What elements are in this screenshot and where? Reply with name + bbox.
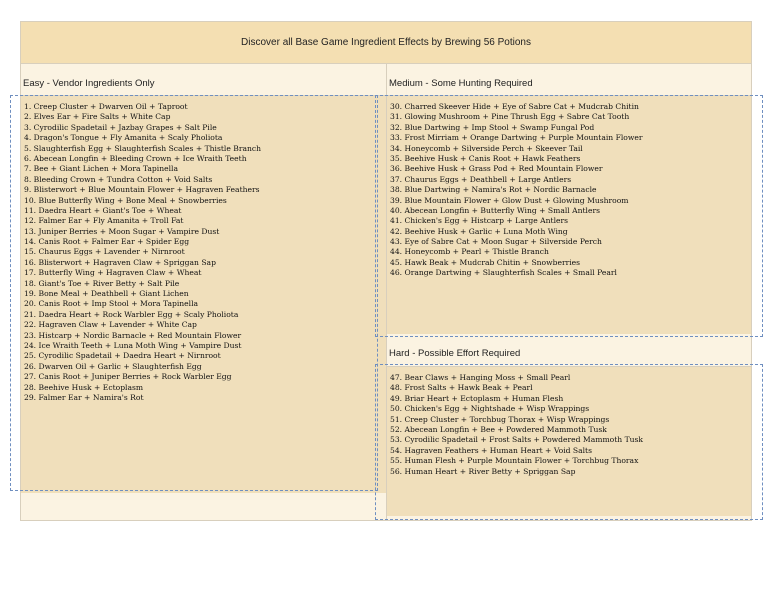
list-item: 8. Bleeding Crown + Tundra Cotton + Void Salts — [24, 174, 213, 184]
list-item: 40. Abecean Longfin + Butterfly Wing + Small Antlers — [390, 205, 601, 215]
list-item: 41. Chicken's Egg + Histcarp + Large Antlers — [390, 216, 569, 226]
list-item: 17. Butterfly Wing + Hagraven Claw + Wheat — [24, 268, 202, 278]
list-item: 2. Elves Ear + Fire Salts + White Cap — [24, 112, 171, 122]
list-item: 22. Hagraven Claw + Lavender + White Cap — [24, 320, 197, 330]
list-item: 34. Honeycomb + Silverside Perch + Skeever Tail — [390, 143, 583, 153]
list-item: 26. Dwarven Oil + Garlic + Slaughterfish Egg — [24, 361, 202, 371]
easy-section-heading: Easy - Vendor Ingredients Only — [21, 72, 385, 94]
list-item: 45. Hawk Beak + Mudcrab Chitin + Snowberries — [390, 257, 581, 267]
list-item: 11. Daedra Heart + Giant's Toe + Wheat — [24, 205, 182, 215]
list-item: 6. Abecean Longfin + Bleeding Crown + Ice Wraith Teeth — [24, 153, 247, 163]
list-item: 55. Human Flesh + Purple Mountain Flower + Torchbug Thorax — [390, 456, 639, 466]
list-item: 12. Falmer Ear + Fly Amanita + Troll Fat — [24, 216, 184, 226]
list-item: 9. Blisterwort + Blue Mountain Flower + Hagraven Feathers — [24, 185, 260, 195]
list-item: 15. Chaurus Eggs + Lavender + Nirnroot — [24, 247, 185, 257]
list-item: 46. Orange Dartwing + Slaughterfish Scales + Small Pearl — [390, 268, 617, 278]
list-item: 36. Beehive Husk + Grass Pod + Red Mountain Flower — [390, 164, 603, 174]
list-item: 54. Hagraven Feathers + Human Heart + Void Salts — [390, 445, 593, 455]
list-item: 1. Creep Cluster + Dwarven Oil + Taproot — [24, 102, 188, 111]
list-item: 43. Eye of Sabre Cat + Moon Sugar + Silverside Perch — [390, 237, 602, 247]
list-item: 30. Charred Skeever Hide + Eye of Sabre Cat + Mudcrab Chitin — [390, 102, 639, 111]
list-item: 48. Frost Salts + Hawk Beak + Pearl — [390, 383, 533, 393]
list-item: 33. Frost Mirriam + Orange Dartwing + Purple Mountain Flower — [390, 133, 643, 143]
list-item: 7. Bee + Giant Lichen + Mora Tapinella — [24, 164, 178, 174]
hard-section-heading: Hard - Possible Effort Required — [387, 342, 751, 364]
list-item: 10. Blue Butterfly Wing + Bone Meal + Snowberries — [24, 195, 227, 205]
list-item: 53. Cyrodilic Spadetail + Frost Salts + Powdered Mammoth Tusk — [390, 435, 644, 445]
list-item: 37. Chaurus Eggs + Deathbell + Large Antlers — [390, 174, 572, 184]
list-item: 31. Glowing Mushroom + Pine Thrush Egg + Sabre Cat Tooth — [390, 112, 630, 122]
hard-list — [387, 366, 751, 516]
list-item: 4. Dragon's Tongue + Fly Amanita + Scaly Pholiota — [24, 133, 223, 143]
list-item: 24. Ice Wraith Teeth + Luna Moth Wing + Vampire Dust — [24, 340, 242, 350]
list-item: 18. Giant's Toe + River Betty + Salt Pile — [24, 278, 180, 288]
list-item: 51. Creep Cluster + Torchbug Thorax + Wisp Wrappings — [390, 414, 610, 424]
spreadsheet — [20, 21, 752, 521]
list-item: 20. Canis Root + Imp Stool + Mora Tapinella — [24, 299, 199, 309]
list-item: 47. Bear Claws + Hanging Moss + Small Pearl — [390, 373, 571, 382]
list-item: 13. Juniper Berries + Moon Sugar + Vampire Dust — [24, 226, 220, 236]
list-item: 25. Cyrodilic Spadetail + Daedra Heart + Nirnroot — [24, 351, 221, 361]
list-item: 23. Histcarp + Nordic Barnacle + Red Mountain Flower — [24, 330, 242, 340]
medium-section-heading: Medium - Some Hunting Required — [387, 72, 751, 94]
list-item: 29. Falmer Ear + Namira's Rot — [24, 392, 144, 402]
list-item: 44. Honeycomb + Pearl + Thistle Branch — [390, 247, 549, 257]
list-item: 14. Canis Root + Falmer Ear + Spider Egg — [24, 237, 190, 247]
list-item: 21. Daedra Heart + Rock Warbler Egg + Scaly Pholiota — [24, 309, 239, 319]
list-item: 38. Blue Dartwing + Namira's Rot + Nordic Barnacle — [390, 185, 597, 195]
list-item: 28. Beehive Husk + Ectoplasm — [24, 382, 144, 392]
list-item: 50. Chicken's Egg + Nightshade + Wisp Wrappings — [390, 404, 590, 414]
list-item: 56. Human Heart + River Betty + Spriggan Sap — [390, 466, 576, 476]
list-item: 49. Briar Heart + Ectoplasm + Human Flesh — [390, 393, 564, 403]
list-item: 39. Blue Mountain Flower + Glow Dust + Glowing Mushroom — [390, 195, 629, 205]
list-item: 27. Canis Root + Juniper Berries + Rock Warbler Egg — [24, 372, 232, 382]
list-item: 19. Bone Meal + Deathbell + Giant Lichen — [24, 289, 189, 299]
list-item: 3. Cyrodilic Spadetail + Jazbay Grapes + Salt Pile — [24, 122, 217, 132]
list-item: 5. Slaughterfish Egg + Slaughterfish Scales + Thistle Branch — [24, 143, 262, 153]
easy-list — [21, 95, 386, 493]
medium-list — [387, 95, 751, 334]
list-item: 35. Beehive Husk + Canis Root + Hawk Feathers — [390, 153, 581, 163]
list-item: 16. Blisterwort + Hagraven Claw + Spriggan Sap — [24, 257, 216, 267]
list-item: 32. Blue Dartwing + Imp Stool + Swamp Fungal Pod — [390, 122, 595, 132]
list-item: 52. Abecean Longfin + Bee + Powdered Mammoth Tusk — [390, 424, 607, 434]
list-item: 42. Beehive Husk + Garlic + Luna Moth Wing — [390, 226, 568, 236]
page-title: Discover all Base Game Ingredient Effects by Brewing 56 Potions — [21, 22, 751, 64]
